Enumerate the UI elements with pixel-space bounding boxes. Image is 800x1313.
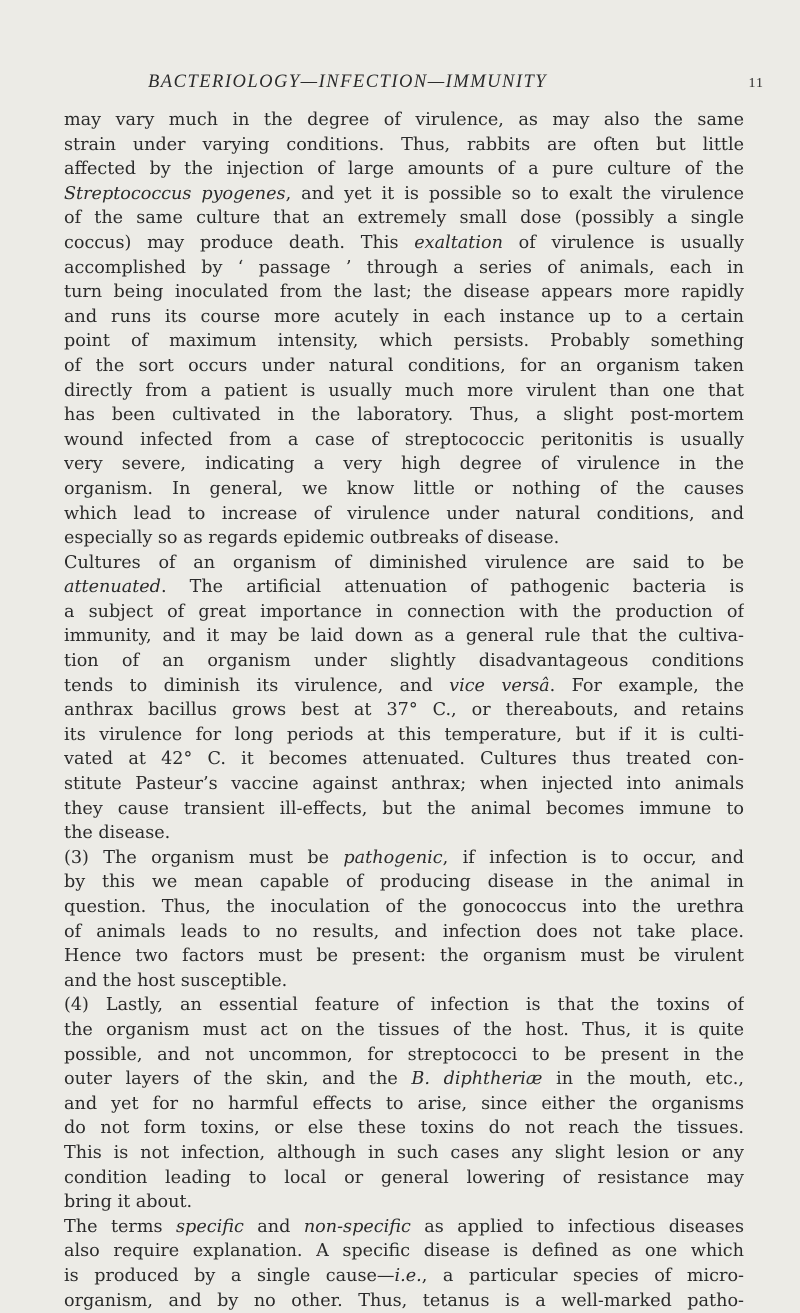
emphasis: vice versâ [449,676,550,696]
text-line: which lead to increase of virulence under natural conditions, and [64,502,744,527]
text-line: is produced by a single cause—i.e., a particular species of micro- [64,1264,744,1289]
text-line: bring it about. [64,1190,744,1215]
text-line: organism. In general, we know little or nothing of the causes [64,477,744,502]
text-line: and runs its course more acutely in each instance up to a certain [64,305,744,330]
text-line: by this we mean capable of producing disease in the animal in [64,870,744,895]
paragraph-pathogenic [64,846,744,994]
text-line: stitute Pasteur’s vaccine against anthrax; when injected into animals [64,772,744,797]
text-line: its virulence for long periods at this temperature, but if it is culti- [64,723,744,748]
text-line: and the host susceptible. [64,969,744,994]
text-line: Cultures of an organism of diminished virulence are said to be [64,551,744,576]
text-line: attenuated. The artificial attenuation of pathogenic bacteria is [64,575,744,600]
paragraph-attenuation [64,551,744,846]
text-line: may vary much in the degree of virulence, as may also the same [64,108,744,133]
paragraph-virulence-exaltation [64,108,744,551]
text-line: organism, and by no other. Thus, tetanus is a well-marked patho- [64,1289,744,1313]
text-line: anthrax bacillus grows best at 37° C., or thereabouts, and retains [64,698,744,723]
text-line: wound infected from a case of streptococcic peritonitis is usually [64,428,744,453]
text-line: do not form toxins, or else these toxins do not reach the tissues. [64,1116,744,1141]
text-line: tion of an organism under slightly disadvantageous conditions [64,649,744,674]
body-text [64,108,744,1313]
text-line: of the same culture that an extremely small dose (possibly a single [64,206,744,231]
text-line: The terms specific and non-specific as applied to infectious diseases [64,1215,744,1240]
text-line: vated at 42° C. it becomes attenuated. Cultures thus treated con- [64,747,744,772]
text-line: strain under varying conditions. Thus, rabbits are often but little [64,133,744,158]
page-header [148,72,764,96]
text-line: very severe, indicating a very high degree of virulence in the [64,452,744,477]
emphasis: non-specific [304,1217,411,1237]
text-line: (3) The organism must be pathogenic, if infection is to occur, and [64,846,744,871]
text-line: also require explanation. A specific disease is defined as one which [64,1239,744,1264]
text-line: they cause transient ill-effects, but the animal becomes immune to [64,797,744,822]
text-line: accomplished by ‘ passage ’ through a series of animals, each in [64,256,744,281]
text-line: tends to diminish its virulence, and vice versâ. For example, the [64,674,744,699]
emphasis: specific [176,1217,244,1237]
emphasis: i.e. [395,1266,422,1286]
text-line: of animals leads to no results, and infection does not take place. [64,920,744,945]
text-line: outer layers of the skin, and the B. diphtheriæ in the mouth, etc., [64,1067,744,1092]
text-line: point of maximum intensity, which persists. Probably something [64,329,744,354]
text-line: of the sort occurs under natural conditions, for an organism taken [64,354,744,379]
text-line: has been cultivated in the laboratory. Thus, a slight post-mortem [64,403,744,428]
emphasis: exaltation [414,233,503,253]
text-line: the organism must act on the tissues of the host. Thus, it is quite [64,1018,744,1043]
text-line: turn being inoculated from the last; the disease appears more rapidly [64,280,744,305]
text-line: the disease. [64,821,744,846]
running-title: BACTERIOLOGY—INFECTION—IMMUNITY [148,72,547,93]
text-line: directly from a patient is usually much more virulent than one that [64,379,744,404]
text-line: This is not infection, although in such cases any slight lesion or any [64,1141,744,1166]
text-line: especially so as regards epidemic outbreaks of disease. [64,526,744,551]
emphasis: attenuated [64,577,161,597]
text-line: condition leading to local or general lowering of resistance may [64,1166,744,1191]
text-line: (4) Lastly, an essential feature of infection is that the toxins of [64,993,744,1018]
text-line: question. Thus, the inoculation of the gonococcus into the urethra [64,895,744,920]
paragraph-specific-terms [64,1215,744,1313]
page-number: 11 [749,76,764,92]
text-line: and yet for no harmful effects to arise, since either the organisms [64,1092,744,1117]
text-line: affected by the injection of large amounts of a pure culture of the [64,157,744,182]
emphasis: pathogenic [343,848,442,868]
text-line: possible, and not uncommon, for streptococci to be present in the [64,1043,744,1068]
text-line: a subject of great importance in connection with the production of [64,600,744,625]
text-line: Hence two factors must be present: the organism must be virulent [64,944,744,969]
text-line: immunity, and it may be laid down as a general rule that the cultiva- [64,624,744,649]
species-name: B. diphtheriæ [411,1069,542,1089]
paragraph-toxins [64,993,744,1214]
text-line: coccus) may produce death. This exaltation of virulence is usually [64,231,744,256]
species-name: Streptococcus pyogenes [64,184,286,204]
text-line: Streptococcus pyogenes, and yet it is possible so to exalt the virulence [64,182,744,207]
